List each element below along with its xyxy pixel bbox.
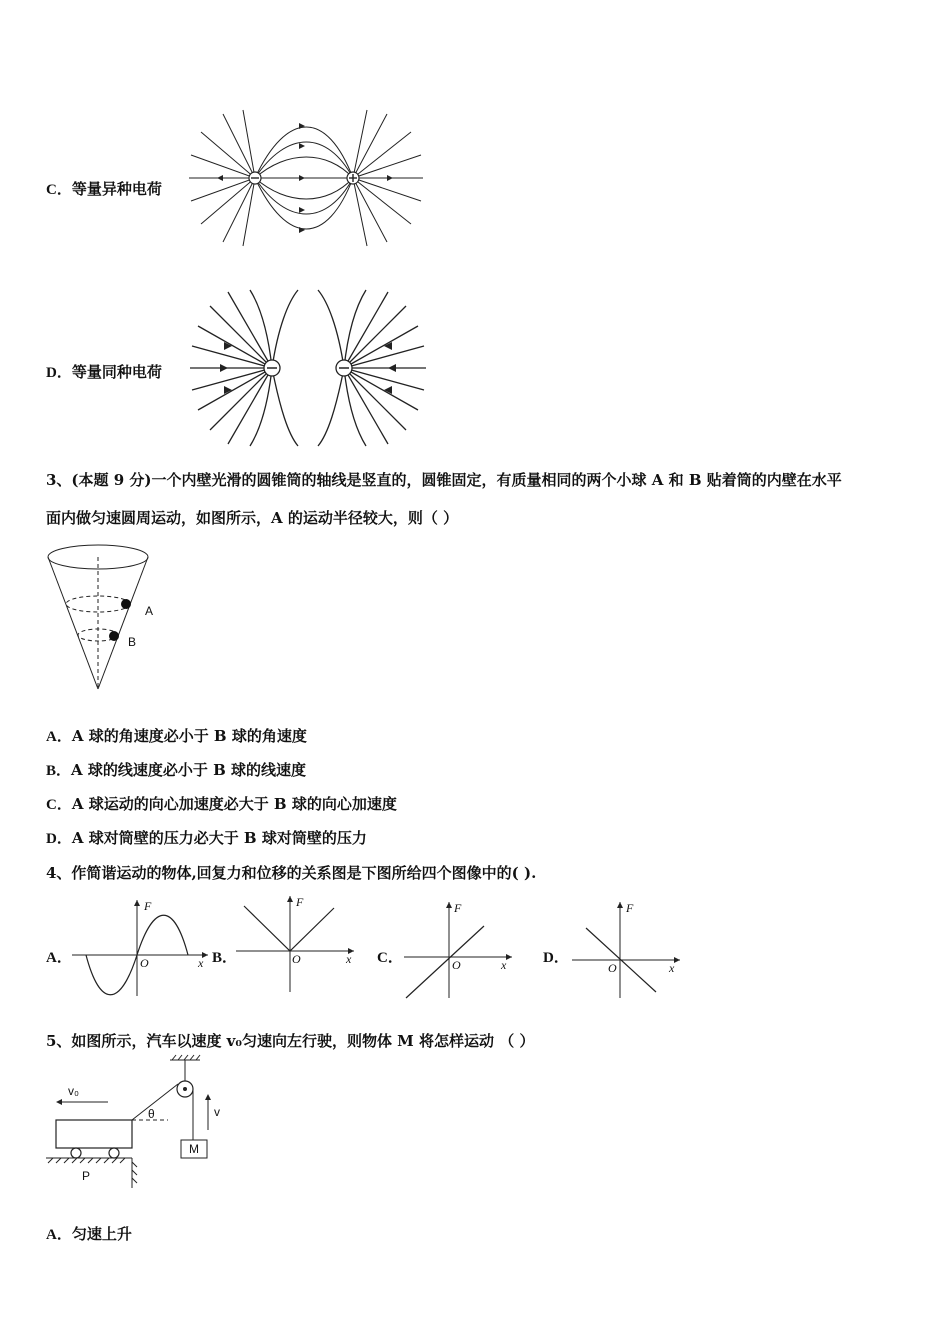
theta-label: θ xyxy=(148,1107,155,1121)
svg-text:F: F xyxy=(454,901,462,915)
svg-text:O: O xyxy=(292,952,301,966)
option-c-q2 xyxy=(46,178,162,199)
graph-c-positive-slope xyxy=(402,900,517,1000)
q5-option-a: A．匀速上升 xyxy=(46,1225,132,1243)
option-d-q2 xyxy=(46,361,162,382)
svg-text:O: O xyxy=(452,958,461,972)
ball-b-label: B xyxy=(128,635,137,649)
svg-text:O: O xyxy=(608,961,617,975)
option-text: 等量同种电荷 xyxy=(71,363,162,381)
m-label: M xyxy=(189,1142,199,1156)
ball-a-label: A xyxy=(145,604,154,618)
option-text: 等量异种电荷 xyxy=(71,180,162,198)
svg-text:x: x xyxy=(198,956,204,970)
question-4-text: 4、作简谐运动的物体,回复力和位移的关系图是下图所给四个图像中的( ). xyxy=(46,864,537,882)
car-pulley-figure xyxy=(44,1054,224,1194)
svg-text:O: O xyxy=(140,956,149,970)
graph-b-v-shape xyxy=(234,894,359,994)
cone-figure xyxy=(44,543,174,693)
q4-option-b-letter: B． xyxy=(212,950,238,966)
q4-option-a-letter: A． xyxy=(46,950,72,966)
q4-option-d-letter: D． xyxy=(543,950,569,966)
question-5-text: 5、如图所示，汽车以速度 v₀匀速向左行驶，则物体 M 将怎样运动 （ ） xyxy=(46,1032,535,1050)
svg-text:x: x xyxy=(501,958,507,972)
q3-option-a: A．A 球的角速度必小于 B 球的角速度 xyxy=(46,727,307,745)
q4-option-c-letter: C． xyxy=(377,950,403,966)
svg-text:F: F xyxy=(144,899,152,913)
svg-text:x: x xyxy=(346,952,352,966)
opposite-charges-field-figure xyxy=(187,110,427,250)
v0-label: v₀ xyxy=(68,1084,79,1098)
option-letter: D． xyxy=(46,365,72,381)
q3-option-d: D．A 球对筒壁的压力必大于 B 球对筒壁的压力 xyxy=(46,829,367,847)
svg-text:F: F xyxy=(626,901,634,915)
q3-option-c: C．A 球运动的向心加速度必大于 B 球的向心加速度 xyxy=(46,795,397,813)
option-letter: C． xyxy=(46,182,72,198)
graph-a-sine xyxy=(70,898,210,998)
svg-text:x: x xyxy=(669,961,675,975)
p-label: P xyxy=(82,1169,91,1183)
svg-text:F: F xyxy=(296,895,304,909)
question-3-text-line2: 面内做匀速圆周运动，如图所示，A 的运动半径较大，则（ ） xyxy=(46,509,459,527)
v-label: v xyxy=(214,1105,220,1119)
question-3-text-line1: 3、(本题 9 分)一个内壁光滑的圆锥筒的轴线是竖直的，圆锥固定，有质量相同的两个小球 A 和 B 贴着筒的内壁在水平 xyxy=(46,471,842,489)
graph-d-negative-slope xyxy=(570,900,685,1000)
q3-option-b: B．A 球的线速度必小于 B 球的线速度 xyxy=(46,761,306,779)
like-charges-field-figure xyxy=(188,288,428,448)
